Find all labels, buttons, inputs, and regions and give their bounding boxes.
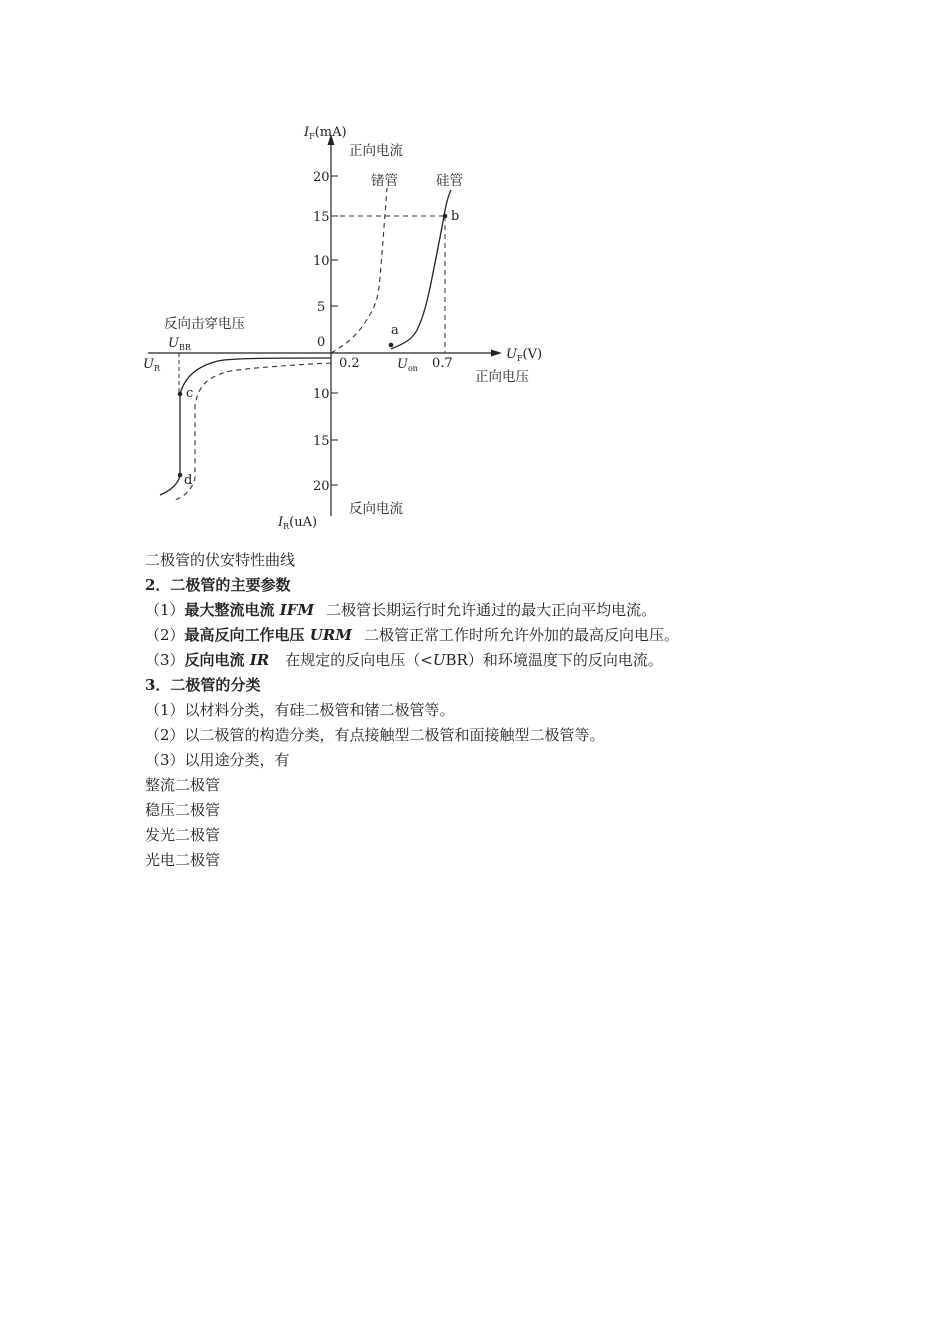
diode-type: 稳压二极管 xyxy=(145,801,221,819)
param-desc-pre: 在规定的反向电压（< xyxy=(285,651,433,669)
iv-characteristic-figure xyxy=(140,118,560,538)
param-desc-u: U xyxy=(432,651,446,669)
param-num: （1） xyxy=(145,601,185,619)
germanium-label: 锗管 xyxy=(371,173,398,189)
param-num: （2） xyxy=(145,626,185,644)
forward-current-label: 正向电流 xyxy=(349,143,403,159)
point-d-label: d xyxy=(184,473,193,488)
x-axis-label: $U_F(V)$ xyxy=(506,347,543,363)
param-symbol: IFM xyxy=(279,601,315,619)
y-tick-0: 0 xyxy=(317,335,326,350)
class-item: （3）以用途分类，有 xyxy=(145,751,290,769)
x-axis-arrow xyxy=(491,350,502,357)
param-term: 反向电流 xyxy=(184,651,250,669)
param-term: 最高反向工作电压 xyxy=(184,626,310,644)
param-item-urm xyxy=(145,623,825,648)
param-num: （3） xyxy=(145,651,185,669)
class-item: （2）以二极管的构造分类，有点接触型二极管和面接触型二极管等。 xyxy=(145,726,605,744)
forward-voltage-label: 正向电压 xyxy=(475,369,529,385)
point-c-label: c xyxy=(186,386,194,401)
param-item-ir xyxy=(145,648,825,673)
point-c-dot xyxy=(178,392,183,397)
y-axis-label: $I_F(mA)$ xyxy=(304,125,347,141)
param-desc: 二极管正常工作时所允许外加的最高反向电压。 xyxy=(363,626,679,644)
param-desc-post: BR）和环境温度下的反向电流。 xyxy=(445,651,663,669)
point-a-dot xyxy=(389,343,394,348)
point-d-dot xyxy=(178,473,183,478)
document-body xyxy=(145,548,825,873)
y-tick-5: 5 xyxy=(317,300,326,315)
y-tick-20: 20 xyxy=(313,170,330,185)
ubr-label: $U_{BR}$ xyxy=(168,336,191,352)
x-tick-0.2: 0.2 xyxy=(339,356,360,371)
ir-label: $I_R(uA)$ xyxy=(278,515,318,531)
param-symbol: URM xyxy=(309,626,352,644)
section3-title: 3．二极管的分类 xyxy=(145,676,261,694)
y-tick-10: 10 xyxy=(313,254,330,269)
class-item: （1）以材料分类，有硅二极管和锗二极管等。 xyxy=(145,701,455,719)
y-tick-r20: 20 xyxy=(313,479,330,494)
y-tick-marks xyxy=(331,176,338,485)
uon-label: $U_{on}$ xyxy=(397,357,418,373)
param-desc: 二极管长期运行时允许通过的最大正向平均电流。 xyxy=(326,601,657,619)
param-item-ifm xyxy=(145,598,825,623)
germanium-reverse-curve xyxy=(175,363,331,500)
x-tick-0.7: 0.7 xyxy=(432,356,453,371)
silicon-forward-curve xyxy=(391,190,451,349)
diode-type: 发光二极管 xyxy=(145,826,221,844)
diode-type: 整流二极管 xyxy=(145,776,221,794)
ur-label: $U_R$ xyxy=(143,357,160,373)
point-b-label: b xyxy=(451,209,460,224)
diode-type: 光电二极管 xyxy=(145,851,221,869)
section2-title: 2．二极管的主要参数 xyxy=(145,576,291,594)
silicon-label: 硅管 xyxy=(436,173,463,189)
reverse-current-label: 反向电流 xyxy=(349,501,403,517)
point-b-dot xyxy=(443,214,448,219)
param-symbol: IR xyxy=(249,651,270,669)
y-tick-r15: 15 xyxy=(313,434,330,449)
point-a-label: a xyxy=(391,323,399,338)
figure-caption: 二极管的伏安特性曲线 xyxy=(145,551,296,569)
param-term: 最大整流电流 xyxy=(184,601,280,619)
y-tick-15: 15 xyxy=(313,210,330,225)
y-tick-r10: 10 xyxy=(313,387,330,402)
reverse-breakdown-label: 反向击穿电压 xyxy=(164,316,245,332)
germanium-forward-curve xyxy=(331,188,387,353)
